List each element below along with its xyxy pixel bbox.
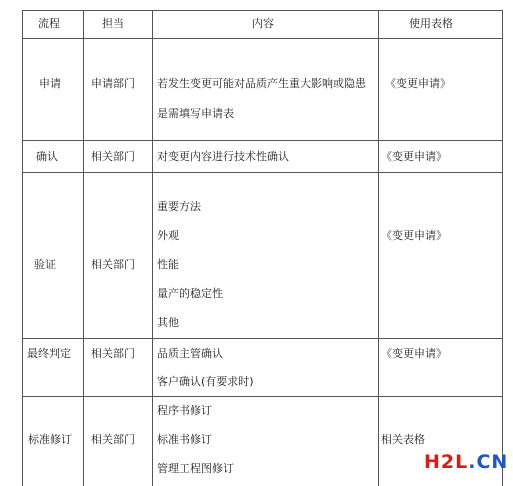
row-divider	[22, 396, 503, 397]
row-4-form: 《变更申请》	[381, 347, 447, 360]
column-divider	[83, 10, 84, 486]
header-content: 内容	[252, 17, 274, 30]
site-watermark-logo	[424, 451, 508, 473]
row-1-content-line-2: 是需填写申请表	[157, 107, 234, 120]
row-3-content-line-3: 性能	[157, 258, 179, 271]
row-2-owner: 相关部门	[91, 150, 135, 163]
watermark-h2l: H2L	[424, 451, 469, 473]
row-1-process: 申请	[39, 77, 61, 90]
row-divider	[22, 140, 503, 141]
table-border-top	[22, 10, 503, 11]
row-2-process: 确认	[36, 150, 58, 163]
row-5-content-line-1: 程序书修订	[157, 404, 212, 417]
row-1-form: 《变更申请》	[385, 77, 451, 90]
row-4-content-line-1: 品质主管确认	[157, 347, 223, 360]
row-5-owner: 相关部门	[91, 433, 135, 446]
row-divider	[22, 338, 503, 339]
header-form: 使用表格	[409, 17, 453, 30]
header-divider	[22, 38, 503, 39]
row-4-content-line-2: 客户确认(有要求时)	[157, 375, 254, 388]
watermark-cn: .CN	[468, 451, 509, 473]
row-1-owner: 申请部门	[91, 77, 135, 90]
row-3-form: 《变更申请》	[381, 229, 447, 242]
row-3-content-line-2: 外观	[157, 229, 179, 242]
row-5-process: 标准修订	[28, 433, 72, 446]
column-divider	[378, 10, 379, 486]
row-5-form: 相关表格	[381, 433, 425, 446]
column-divider	[152, 10, 153, 486]
row-5-content-line-3: 管理工程图修订	[157, 462, 234, 475]
row-4-owner: 相关部门	[91, 347, 135, 360]
table-border-right	[502, 10, 503, 486]
row-3-content-line-1: 重要方法	[157, 200, 201, 213]
row-1-content-line-1: 若发生变更可能对品质产生重大影响或隐患	[157, 77, 366, 90]
row-2-content-line-1: 对变更内容进行技术性确认	[157, 150, 289, 163]
row-4-process: 最终判定	[27, 347, 71, 360]
row-divider	[22, 172, 503, 173]
row-3-process: 验证	[34, 258, 56, 271]
header-owner: 担当	[102, 17, 124, 30]
row-2-form: 《变更申请》	[381, 150, 447, 163]
row-3-content-line-4: 量产的稳定性	[157, 287, 223, 300]
row-3-content-line-5: 其他	[157, 316, 179, 329]
row-5-content-line-2: 标准书修订	[157, 433, 212, 446]
table-border-left	[22, 10, 23, 486]
row-3-owner: 相关部门	[91, 258, 135, 271]
header-process: 流程	[38, 17, 60, 30]
